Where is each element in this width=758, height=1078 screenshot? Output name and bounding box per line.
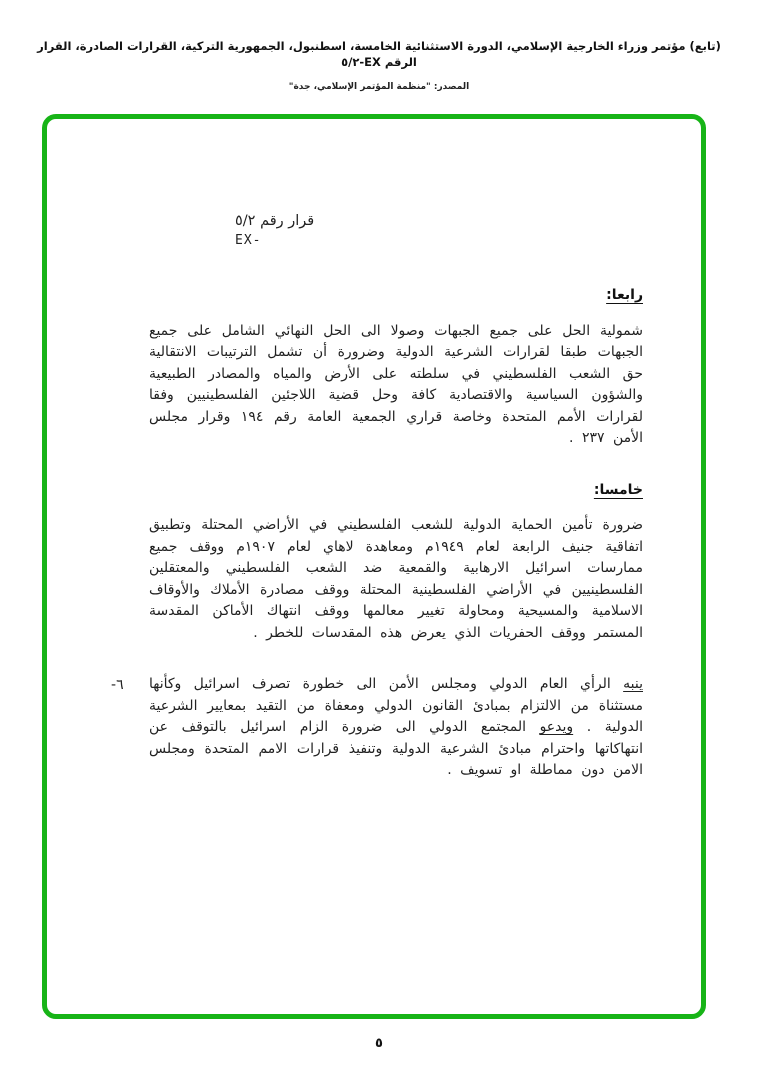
clause-number: -٦: [111, 677, 124, 693]
clause-body: [149, 674, 643, 782]
page-number: ٥: [375, 1036, 383, 1051]
resolution-number: [235, 211, 314, 251]
clause-link-word: ويدعو: [539, 719, 574, 735]
clause-body-part2: المجتمع الدولي الى ضرورة الزام اسرائيل بالتوقف عن انتهاكاتها واحترام مبادئ الشرعية الدولية وتنفيذ قرارات الامم المتحدة ومجلس الامن دون مماطلة او تسويف .: [149, 719, 643, 778]
document-header: [0, 38, 758, 92]
page-frame: [42, 114, 706, 1019]
header-source-line: المصدر: "منظمة المؤتمر الإسلامي، جدة": [288, 82, 470, 92]
resolution-number-arabic: قرار رقم ٥/٢: [235, 213, 315, 229]
section-heading-fifth: خامسا:: [593, 481, 643, 498]
section-heading-fourth: رابعا:: [606, 287, 643, 303]
section-fourth: [149, 285, 643, 450]
clause-lead-word: ينبه: [623, 676, 643, 692]
header-title-line: (تابع) مؤتمر وزراء الخارجية الإسلامي، الدورة الاستثنائية الخامسة، اسطنبول، الجمهورية التركية، القرارات الصادرة، القرار الرقم EX-٥/٢: [37, 39, 721, 69]
numbered-clause-6: [111, 674, 644, 782]
document-body: [111, 285, 644, 782]
section-body-fourth: شمولية الحل على جميع الجبهات وصولا الى الحل النهائي الشامل على جميع الجبهات طبقا لقرارات الشرعية الدولية وضرورة أن تشمل الترتيبات الانتقالية حق الشعب الفلسطيني في سلطته على الأرض والمياه والمصادر الطبيعية والشؤون السياسية والاقتصادية كافة وحل قضية اللاجئين الفلسطينيين وفقا لقرارات الأمم المتحدة وخاصة قراري الجمعية العامة رقم ١٩٤ وقرار مجلس الأمن ٢٣٧ .: [149, 322, 643, 446]
section-body-fifth: ضرورة تأمين الحماية الدولية للشعب الفلسطيني في الأراضي المحتلة وتطبيق اتفاقية جنيف الرابعة لعام ١٩٤٩م ومعاهدة لاهاي لعام ١٩٠٧م ووقف جميع ممارسات اسرائيل الارهابية والقمعية ضد الشعب الفلسطيني والمعتقلين الفلسطينيين في الأراضي الفلسطينية المحتلة ووقف مصادرة الأملاك والأوقاف الاسلامية والمسيحية ومحاولة تغيير معالمها ووقف انتهاك الأماكن المقدسة المستمر ووقف الحفريات الذي يعرض هذه المقدسات للخطر .: [149, 517, 643, 641]
clause-body-part1: الرأي العام الدولي ومجلس الأمن الى خطورة تصرف اسرائيل وكأنها مستثناة من الالتزام بمبادئ القانون الدولي ومعفاة من التقيد بمعايير الشرعية الدولية .: [149, 676, 644, 735]
section-fifth: [149, 480, 643, 645]
resolution-number-latin: EX-: [235, 233, 262, 248]
